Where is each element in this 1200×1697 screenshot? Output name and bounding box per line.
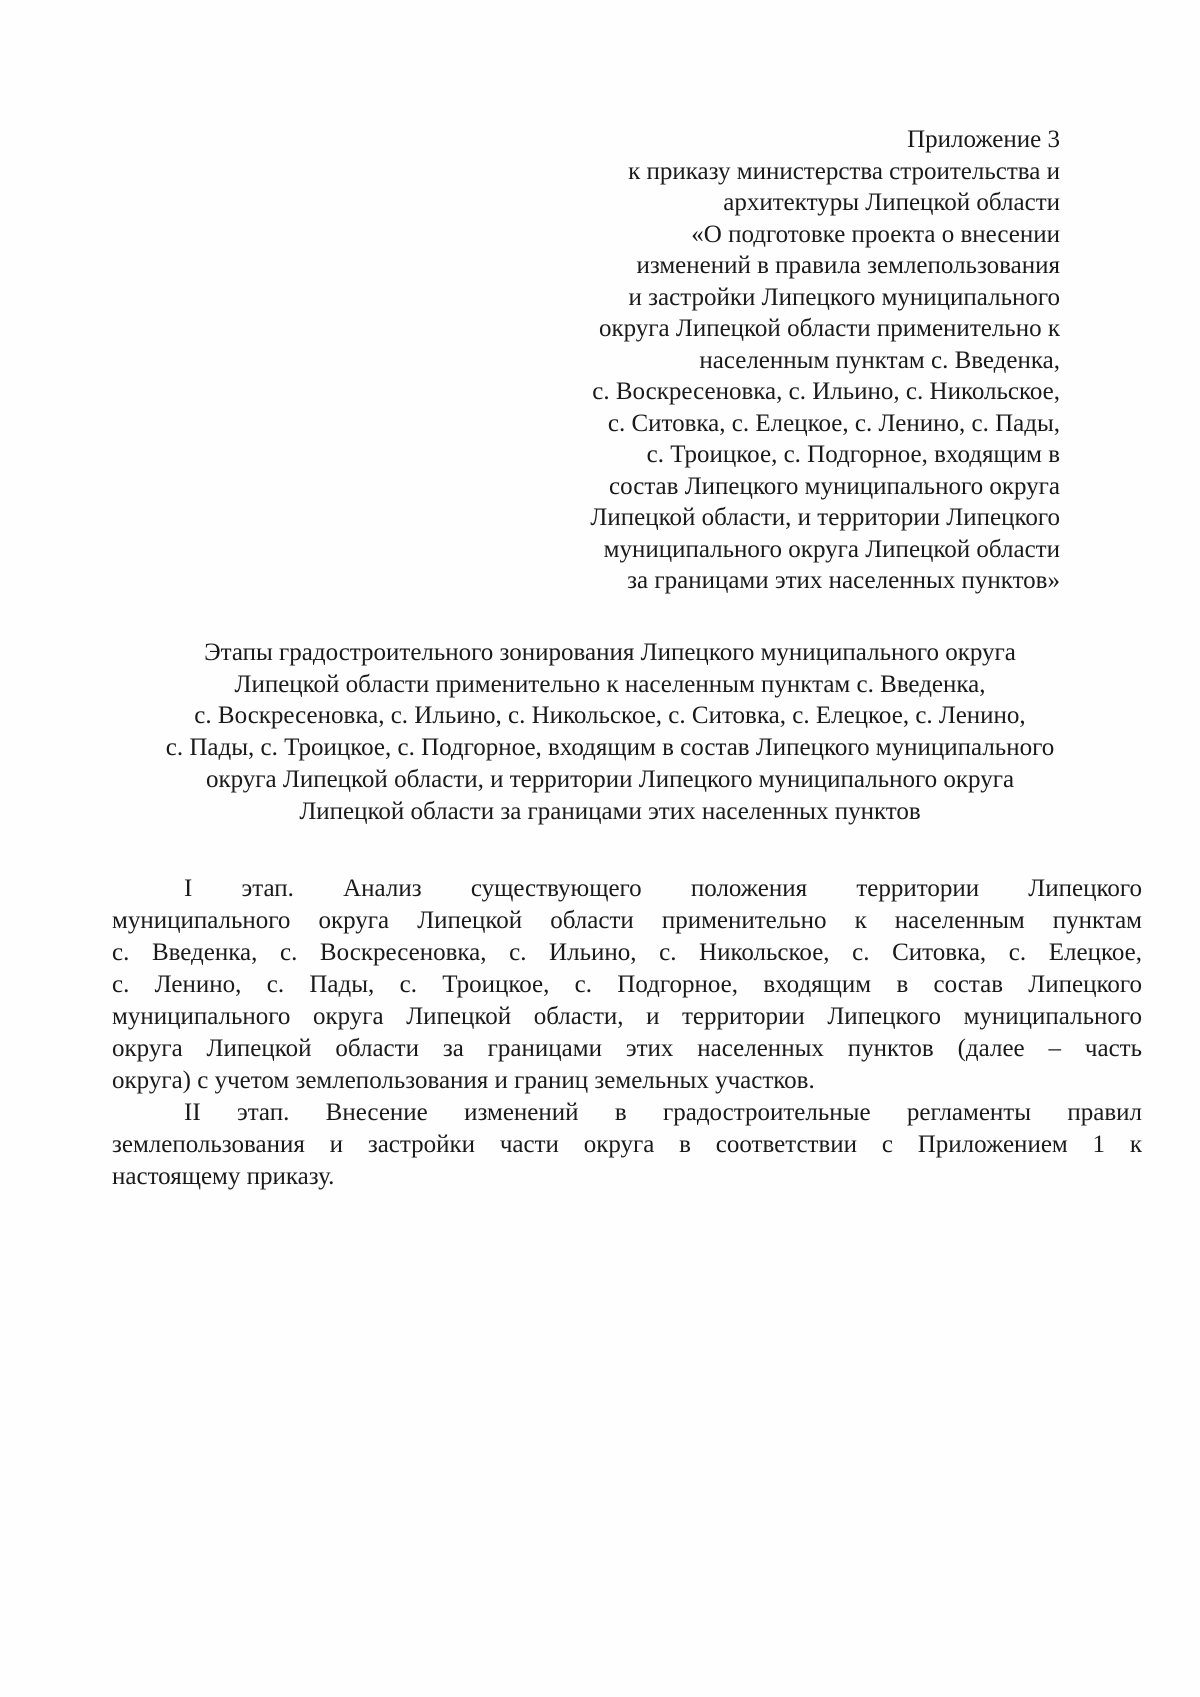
appendix-line: округа Липецкой области применительно к [598,315,1060,342]
appendix-line: состав Липецкого муниципального округа [609,472,1060,500]
document-heading [110,637,1110,827]
appendix-line: с. Ситовка, с. Елецкое, с. Ленино, с. Пады, [607,409,1060,437]
heading-line: с. Воскресеновка, с. Ильино, с. Никольское, с. Ситовка, с. Елецкое, с. Ленино, [194,702,1026,730]
appendix-line: изменений в правила землепользования [636,252,1060,279]
heading-line: Липецкой области за границами этих населенных пунктов [299,797,921,825]
appendix-line: архитектуры Липецкой области [723,189,1060,216]
appendix-line: населенным пунктам с. Введенка, [699,346,1060,374]
appendix-line: с. Воскресеновка, с. Ильино, с. Никольское, [592,378,1060,405]
appendix-line: к приказу министерства строительства и [628,157,1060,185]
document-body [112,873,1142,1193]
stage-line: с. Введенка, с. Воскресеновка, с. Ильино, с. Никольское, с. Ситовка, с. Елецкое, [112,939,1142,966]
appendix-line: с. Троицкое, с. Подгорное, входящим в [646,441,1060,468]
appendix-line: за границами этих населенных пунктов» [627,567,1060,594]
appendix-line: Липецкой области, и территории Липецкого [590,504,1060,531]
heading-line: с. Пады, с. Троицкое, с. Подгорное, входящим в состав Липецкого муниципального [165,734,1055,762]
stage-line: округа) с учетом землепользования и границ земельных участков. [112,1067,815,1094]
stage-line: I этап. Анализ существующего положения территории Липецкого [184,875,1142,902]
appendix-line: и застройки Липецкого муниципального [628,283,1060,311]
heading-line: округа Липецкой области, и территории Липецкого муниципального округа [205,765,1015,793]
stage-line: землепользования и застройки части округа в соответствии с Приложением 1 к [112,1131,1142,1158]
heading-line: Липецкой области применительно к населенным пунктам с. Введенка, [234,670,986,698]
appendix-line: «О подготовке проекта о внесении [691,220,1060,248]
appendix-title: Приложение 3 [907,126,1060,153]
stage-line: муниципального округа Липецкой области применительно к населенным пунктам [112,907,1142,934]
appendix-line: муниципального округа Липецкой области [603,535,1060,563]
stage-2-paragraph [112,1097,1142,1193]
stage-line: округа Липецкой области за границами этих населенных пунктов (далее – часть [112,1035,1142,1062]
stage-line: муниципального округа Липецкой области, и территории Липецкого муниципального [112,1003,1142,1030]
stage-line: II этап. Внесение изменений в градостроительные регламенты правил [184,1099,1142,1126]
heading-line: Этапы градостроительного зонирования Липецкого муниципального округа [204,639,1016,666]
stage-1-paragraph [112,873,1142,1097]
appendix-header [460,124,1060,597]
stage-line: с. Ленино, с. Пады, с. Троицкое, с. Подгорное, входящим в состав Липецкого [112,971,1142,998]
stage-line: настоящему приказу. [112,1163,335,1190]
